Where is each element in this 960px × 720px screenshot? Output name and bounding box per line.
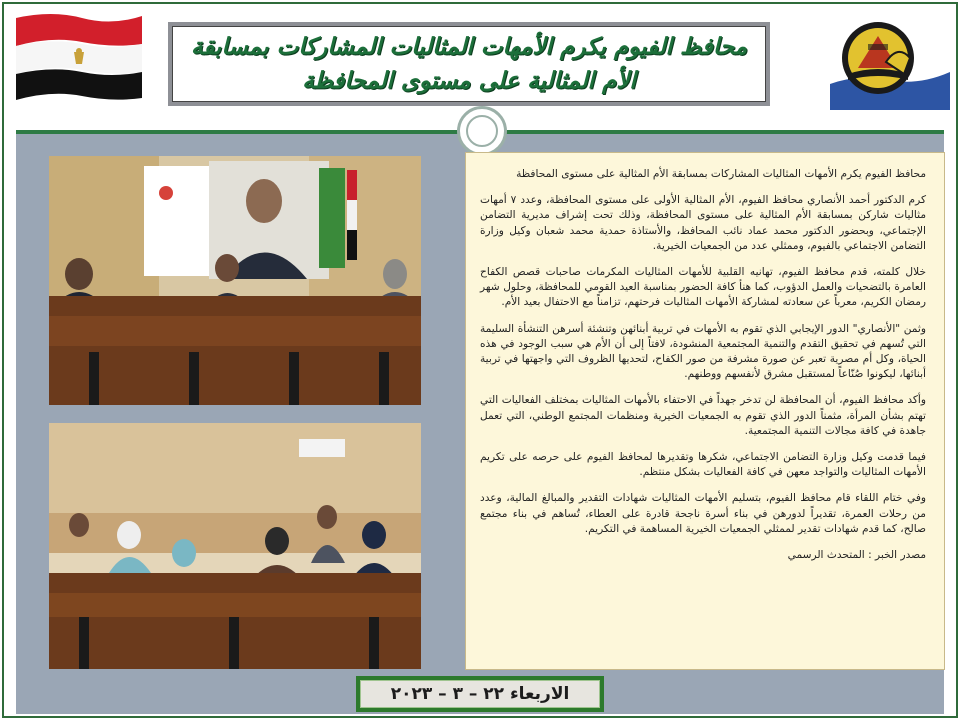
article-lead: محافظ الفيوم يكرم الأمهات المثاليات المشاركات بمسابقة الأم المثالية على مستوى المحافظة (516, 168, 926, 180)
article-paragraph: وأكد محافظ الفيوم، أن المحافظة لن تدخر جهداً في الاحتفاء بالأمهات المثاليات بمختلف الفعاليات التي تهتم بشأن المرأة، مثمناً الدور الذي تقوم به الجمعيات الخيرية ومنظمات المجتمع الوطني، التي تعمل جاهدة في كافة مجالات التنمية المجتمعية. (480, 394, 926, 437)
divider-ring-ornament (457, 106, 507, 156)
meeting-room-photo (49, 156, 421, 405)
date-banner-inner (360, 680, 600, 708)
date-banner (356, 676, 604, 712)
article-paragraph: خلال كلمته، قدم محافظ الفيوم، تهانيه القلبية للأمهات المثاليات المكرمات صاحبات قصص الكفاح العامرة بالتضحيات والعمل الدؤوب، كما هنأ كافة الحضور بمناسبة العيد القومي للمحافظة، وحلول شهر رمضان الكريم، معرباً عن سعادته لمشاركة الأمهات المثاليات فرحتهم، تزامناً مع الاحتفال بعيد الأم. (480, 266, 926, 309)
headline-line-2: الأم المثالية على مستوى المحافظة (302, 68, 636, 94)
article-paragraph: وفي ختام اللقاء قام محافظ الفيوم، بتسليم الأمهات المثاليات شهادات التقدير والمبالغ المالية، وعدد من رحلات العمرة، تقديراً لدورهن في بناء أسرة ناجحة قادرة على العطاء، تُساهم في بناء مجتمع صالح، كما قدم شهادات تقدير لممثلي الجمعيات الخيرية المساهمة في التكريم. (480, 492, 926, 535)
article-source: مصدر الخبر : المتحدث الرسمي (787, 549, 926, 562)
headline-line-1: محافظ الفيوم يكرم الأمهات المثاليات المشاركات بمسابقة (190, 34, 748, 60)
egypt-flag-icon (12, 10, 146, 102)
news-article (465, 152, 945, 670)
article-paragraph: فيما قدمت وكيل وزارة التضامن الاجتماعي، شكرها وتقديرها لمحافظ الفيوم على حرصه على تكريم الأمهات المثاليات والتواجد معهن في كافة الفعاليات بشكل منتظم. (480, 451, 926, 479)
fayoum-governorate-logo (828, 14, 952, 110)
date-label: الاربعاء ٢٢ – ٣ – ٢٠٢٣ (390, 684, 570, 704)
honored-mothers-photo (49, 423, 421, 669)
article-paragraph: كرم الدكتور أحمد الأنصاري محافظ الفيوم، الأم المثالية الأولى على مستوى المحافظة، وعدد ٧ أمهات مثاليات شاركن بمسابقة الأم المثالية على مستوى المحافظة، وذلك تحت إشراف مديرية التضامن الإجتماعي، وبحضور الدكتور محمد عماد نائب المحافظ، والأستاذة حمدية محمد شعبان وكيل وزارة التضامن الاجتماعي بالفيوم، وممثلي عدد من الجمعيات الخيرية. (480, 194, 926, 252)
headline-inner (172, 26, 766, 102)
article-paragraph: وثمن "الأنصاري" الدور الإيجابي الذي تقوم به الأمهات في تربية أبنائهن وتنشئة أسرهن التنشأة السليمة التي تُسهم في تحقيق التقدم والتنمية المجتمعية المنشودة، لافتاً إلى أن الأم هي سبب الوجود في هذه الحياة، وكل أم مصرية تعبر عن صورة مشرفة من صور الكفاح، لتحديها الظروف التي واجهتها في تربية أبنائها، ليكونوا صُنّاعاً لمستقبل مشرق لأنفسهم ووطنهم. (480, 322, 926, 381)
headline-box (168, 22, 770, 106)
